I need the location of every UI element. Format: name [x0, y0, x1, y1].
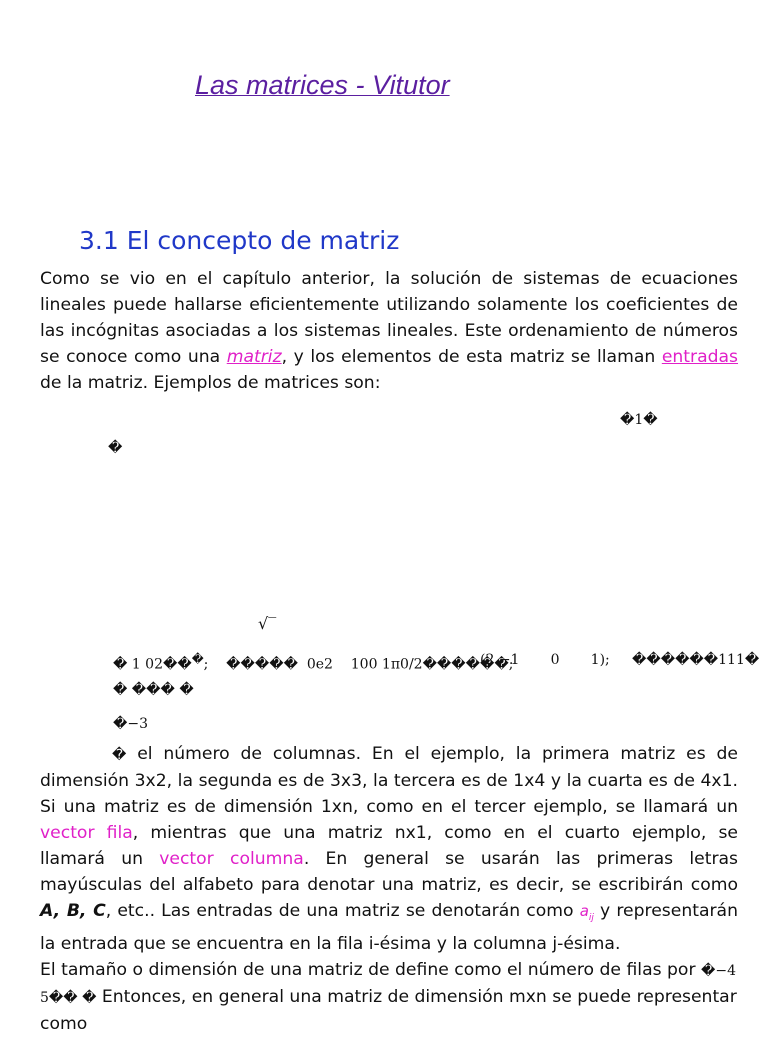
para2-line-10 — [40, 984, 738, 1011]
math-row-1-sup: � — [191, 652, 204, 666]
math-row-1-box: � — [113, 656, 128, 673]
math-row-vector: (2 −1 0 1); — [480, 652, 610, 668]
intro-paragraph — [40, 266, 738, 396]
para2-line-5 — [40, 846, 738, 872]
math-fragment-left: � — [108, 440, 123, 456]
para2-box: � — [112, 747, 127, 763]
intro-text-2: , y los elementos de esta matriz se llaman — [281, 347, 662, 367]
para2-line-6: mayúsculas del alfabeto para denotar una matriz, es decir, se escribirán como — [40, 875, 738, 895]
link-vector-columna[interactable]: vector columna — [159, 849, 304, 869]
entry-notation-a: a — [579, 902, 589, 920]
math-row-1-column-vector: ������111� — [632, 652, 760, 668]
math-row-1 — [113, 652, 513, 673]
matrix-letters: A, B, C — [40, 901, 106, 921]
para2-line-9 — [40, 957, 738, 984]
math-row-3: �−3 — [113, 716, 148, 732]
section-heading: 3.1 El concepto de matriz — [79, 226, 400, 255]
entry-notation — [579, 902, 594, 923]
math-fragment-top-right: �1� — [620, 412, 658, 428]
intro-text-1: Como se vio en el capítulo anterior, la solución de sistemas de ecuaciones lineales puede hallarse eficientemente utilizando solamente los coeficientes de las incógnitas asociadas a los sistemas lineales. Este ordenamiento de números se conoce como una — [40, 269, 738, 367]
page-title: Las matrices - Vitutor — [195, 70, 450, 100]
math-row-1-matrix-a: 1 02�� — [127, 656, 192, 673]
math-fragment-5: 5�� � — [40, 990, 97, 1006]
math-row-2: � ��� � — [113, 682, 194, 698]
para2-line-10-text: Entonces, en general una matriz de dimensión mxn se puede representar — [96, 987, 737, 1007]
para2-line-4 — [40, 820, 738, 846]
dimension-paragraph — [40, 741, 738, 1037]
intro-text-3: de la matriz. Ejemplos de matrices son: — [40, 373, 381, 393]
para2-line-1-text: el número de columnas. En el ejemplo, la primera matriz es de — [126, 744, 738, 764]
para2-line-5-text-a: llamará un — [40, 849, 160, 869]
para2-line-7-text: , etc.. Las entradas de una matriz se denotarán como — [105, 901, 580, 921]
link-matriz[interactable]: matriz — [226, 347, 282, 367]
para2-line-5-text-b: . En general se usarán las primeras letras — [303, 849, 738, 869]
para2-line-7 — [40, 898, 738, 931]
math-row-1-matrix-b: ; ����� 0e2 100 1π0/2������; — [203, 656, 514, 673]
link-vector-fila[interactable]: vector fila — [40, 823, 133, 843]
para2-line-2: dimensión 3x2, la segunda es de 3x3, la tercera es de 1x4 y la cuarta es de 4x1. — [40, 771, 738, 791]
para2-line-9-text: El tamaño o dimensión de una matriz de define como el número de filas por — [40, 960, 701, 980]
math-sqrt-fragment: √‾ — [258, 614, 277, 633]
math-fragment-minus4: �−4 — [700, 963, 736, 979]
entry-notation-sub: ij — [588, 913, 594, 923]
para2-line-4-text: , mientras que una matriz nx1, como en el cuarto ejemplo, se — [132, 823, 738, 843]
para2-line-11: como — [40, 1014, 88, 1034]
link-entradas[interactable]: entradas — [661, 347, 739, 367]
para2-line-1 — [40, 741, 738, 768]
math-row-1-vector — [480, 652, 610, 668]
para2-line-3: Si una matriz es de dimensión 1xn, como en el tercer ejemplo, se llamará un — [40, 797, 738, 817]
para2-line-7-text-b: y representarán — [593, 901, 738, 921]
para2-line-8: la entrada que se encuentra en la fila i-ésima y la columna j-ésima. — [40, 934, 621, 954]
